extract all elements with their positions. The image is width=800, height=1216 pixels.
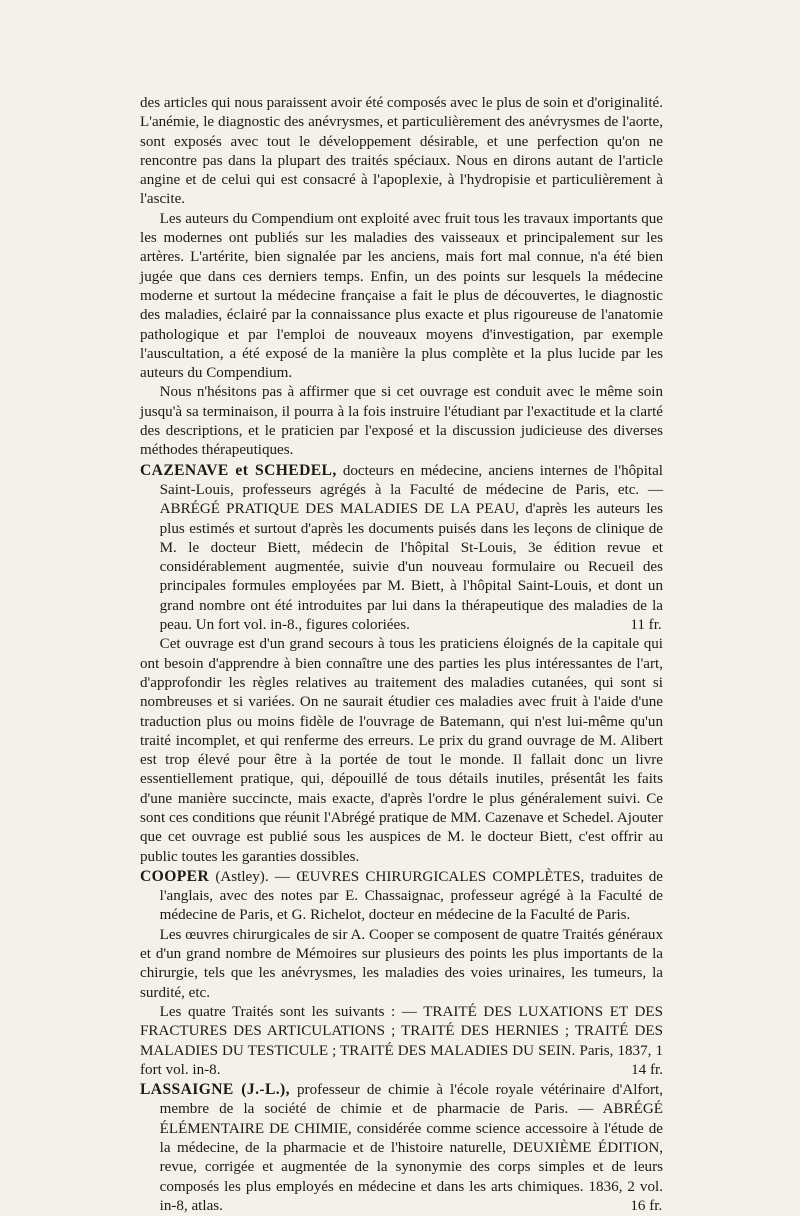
paragraph-compendium-authors: Les auteurs du Compendium ont exploité avec fruit tous les travaux importants que les modernes ont publiés sur les maladies des vaisseaux et principalement sur les artères. L'artérite, bien signalée par les anciens, mais fort mal connue, n'a été bien jugée que dans ces derniers temps. Enfin, un des points sur lesquels la médecine moderne et surtout la médecine française a fait le plus de découvertes, le diagnostic des maladies, éclairé par la connaissance plus exacte et plus rigoureuse de l'anatomie pathologique et par l'emploi de nouveaux moyens d'investigation, par exemple l'auscultation, a été exposé de la manière la plus complète et la plus lucide par les auteurs du Compendium. xyxy=(140,210,663,382)
treatises-list: Les quatre Traités sont les suivants : — TRAITÉ DES LUXATIONS ET DES FRACTURES DES ARTICULATIONS ; TRAITÉ DES HERNIES ; TRAITÉ DES MALADIES DU TESTICULE ; TRAITÉ DES MALADIES DU SEIN. Paris, 1837, 1 fort vol. in-8. xyxy=(140,1003,663,1078)
entry-cooper xyxy=(140,867,663,926)
entry-author: COOPER xyxy=(140,867,210,885)
paragraph-compendium-articles: des articles qui nous paraissent avoir été composés avec le plus de soin et d'originalité. L'anémie, le diagnostic des anévrysmes, et particulièrement des anévrysmes de l'aorte, sont exposés avec tout le développement désirable, et une perfection qu'on ne rencontre pas dans la plupart des traités spéciaux. Nous en dirons autant de l'article angine et de celui qui est consacré à l'apoplexie, à l'hydropisie et particulièrement à l'ascite. xyxy=(140,95,663,208)
paragraph-cazenave-review: Cet ouvrage est d'un grand secours à tous les praticiens éloignés de la capitale qui ont besoin d'apprendre à bien connaître une des parties les plus intéressantes de l'art, d'approfondir les règles relatives au traitement des maladies cutanées, qui sont si nombreuses et si variées. On ne saurait étudier ces maladies avec fruit à l'aide d'une traduction plus ou moins fidèle de l'ouvrage de Batemann, qui n'est lui-même qu'un traité incomplet, et qui renferme des erreurs. Le prix du grand ouvrage de M. Alibert est trop élevé pour être à la portée de tout le monde. Il fallait donc un livre essentiellement pratique, qui, dépouillé de tous détails inutiles, présentât les faits d'une manière succincte, mais exacte, d'après l'ordre le plus généralement suivi. Ce sont ces conditions que réunit l'Abrégé pratique de MM. Cazenave et Schedel. Ajouter que cet ouvrage est publié sous les auspices de M. le docteur Biett, c'est offrir au public toutes les garanties dossibles. xyxy=(140,636,663,865)
entry-description: professeur de chimie à l'école royale vétérinaire d'Alfort, membre de la société de chimie et de pharmacie de Paris. — ABRÉGÉ ÉLÉMENTAIRE DE CHIMIE, considérée comme science accessoire à l'étude de la médecine, de la pharmacie et de l'histoire naturelle, DEUXIÈME ÉDITION, revue, corrigée et augmentée de la synonymie des corps simples et de leurs composés les plus employés en médecine et dans les arts chimiques. 1836, 2 vol. in-8, atlas. xyxy=(159,1082,663,1214)
entry-description: docteurs en médecine, anciens internes de l'hôpital Saint-Louis, professeurs agrégés à la Faculté de médecine de Paris, etc. — ABRÉGÉ PRATIQUE DES MALADIES DE LA PEAU, d'après les auteurs les plus estimés et surtout d'après les documents puisés dans les leçons de clinique de M. le docteur Biett, médecin de l'hôpital St-Louis, 3e édition revue et considérablement augmentée, suivie d'un nouveau formulaire ou Recueil des principales formules employées par M. Biett, à l'hôpital Saint-Louis, et dont un grand nombre ont été introduites par lui dans la thérapeutique des maladies de la peau. Un fort vol. in-8., figures coloriées. xyxy=(159,462,663,634)
entry-author: CAZENAVE et SCHEDEL, xyxy=(140,461,337,479)
page-text xyxy=(140,94,663,1216)
entry-price: 14 fr. xyxy=(631,1061,663,1078)
entry-price: 16 fr. xyxy=(630,1197,663,1214)
paragraph-compendium-conclusion: Nous n'hésitons pas à affirmer que si cet ouvrage est conduit avec le même soin jusqu'à sa terminaison, il pourra à la fois instruire l'étudiant par l'exactitude et la clarté des descriptions, et le praticien par l'exposé et la discussion judicieuse des diverses méthodes thérapeutiques. xyxy=(140,384,663,459)
entry-author: LASSAIGNE (J.-L.), xyxy=(140,1081,290,1099)
paragraph-cooper-review: Les œuvres chirurgicales de sir A. Cooper se composent de quatre Traités généraux et d'un grand nombre de Mémoires sur plusieurs des points les plus importants de la chirurgie, tels que les anévrysmes, les maladies des voies urinaires, les tumeurs, la surdité, etc. xyxy=(140,926,663,1001)
paragraph-cooper-treatises xyxy=(140,1003,663,1080)
entry-price: 11 fr. xyxy=(630,617,662,634)
entry-description: (Astley). — ŒUVRES CHIRURGICALES COMPLÈTES, traduites de l'anglais, avec des notes par E. Chassaignac, professeur agrégé à la Faculté de médecine de Paris, et G. Richelot, docteur en médecine de la Faculté de Paris. xyxy=(159,868,663,924)
entry-lassaigne xyxy=(140,1080,663,1216)
entry-cazenave xyxy=(140,461,663,636)
